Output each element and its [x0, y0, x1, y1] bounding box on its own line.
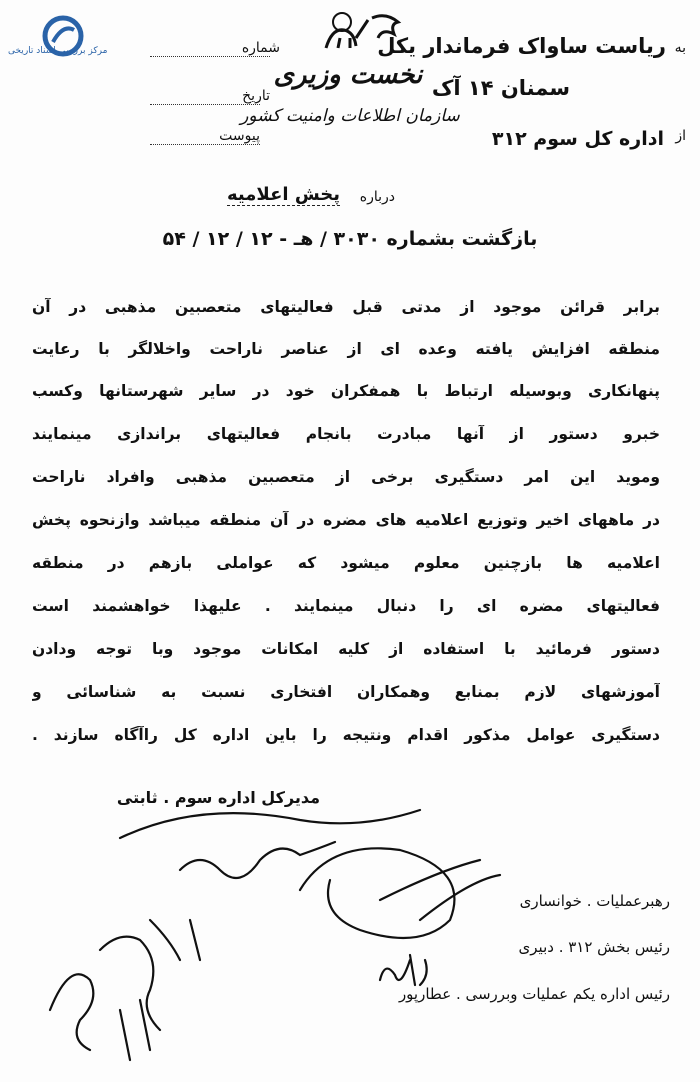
body-line-1: برابر قرائن موجود از مدتی قبل فعالیتهای متعصبین مذهبی در آن — [32, 298, 660, 316]
to-prefix: به — [674, 40, 686, 56]
to-city: سمنان ۱۴ آک — [431, 76, 570, 100]
reference-line: بازگشت بشماره ۳۰۳۰ / هـ - ۱۲ / ۱۲ / ۵۴ — [162, 228, 538, 250]
to-value: ریاست ساواک فرماندار یکل — [377, 34, 666, 58]
body-line-4: خبرو دستور از آنها مبادرت بانجام فعالیتهای براندازی مینمایند — [32, 425, 660, 443]
body-line-8: فعالیتهای مضره ای را دنبال مینمایند . علیهذا خواهشمند است — [32, 597, 660, 615]
body-line-7: اعلامیه ها بازچنین معلوم میشود که عواملی بازهم در منطقه — [32, 554, 660, 572]
attachment-label: پیوست — [219, 128, 260, 144]
from-value: اداره کل سوم ۳۱۲ — [491, 128, 664, 150]
director-signature-text: مدیرکل اداره سوم . ثابتی — [116, 788, 320, 807]
section-head-text: رئیس بخش ۳۱۲ . دبیری — [518, 938, 670, 956]
body-line-10: آموزشهای لازم بمنابع وهمکاران افتخاری نسبت به شناسائی و — [32, 683, 660, 701]
office-title: نخست وزیری — [273, 60, 423, 90]
body-line-11: دستگیری عوامل مذکور اقدام ونتیجه را باین اداره کل راآگاه سازند . — [32, 726, 660, 744]
body-line-2: منطقه افزایش یافته وعده ای از عناصر ناراحت واخلالگر با رعایت — [32, 340, 660, 358]
date-label: تاریخ — [242, 88, 270, 104]
body-line-3: پنهانکاری وبوسیله ارتباط با همفکران خود در سایر شهرستانها وکسب — [32, 382, 660, 400]
from-prefix: از — [675, 128, 686, 144]
office-head-text: رئیس اداره یکم عملیات وبررسی . عطارپور — [398, 985, 670, 1003]
ops-head-text: رهبرعملیات . خوانساری — [519, 892, 670, 910]
body-line-5: وموید این امر دستگیری برخی از متعصبین مذهبی وافراد ناراحت — [32, 468, 660, 486]
number-label: شماره — [241, 40, 280, 56]
subject-value: پخش اعلامیه — [227, 184, 340, 205]
watermark-text: مرکز بررسی اسناد تاریخی — [8, 46, 108, 56]
body-line-9: دستور فرمائید با استفاده از کلیه امکانات موجود وبا توجه ودادن — [32, 640, 660, 658]
body-line-6: در ماههای اخیر وتوزیع اعلامیه های مضره در آن منطقه میباشد وازنحوه پخش — [32, 511, 660, 529]
subject-label: درباره — [359, 189, 395, 205]
office-subtitle: سازمان اطلاعات وامنیت کشور — [240, 106, 460, 126]
